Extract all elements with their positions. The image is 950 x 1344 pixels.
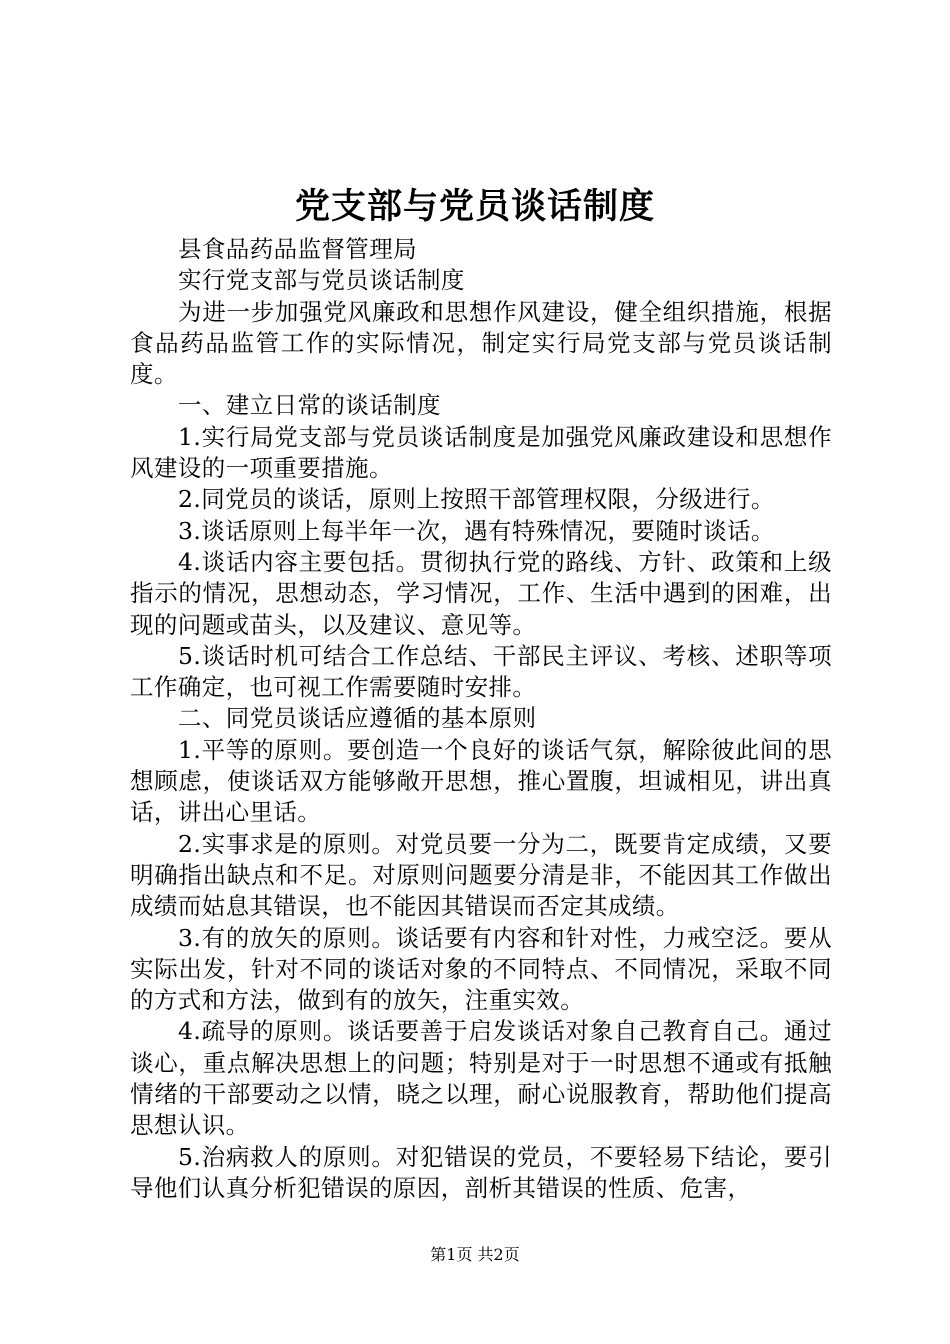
paragraph: 4.谈话内容主要包括。贯彻执行党的路线、方针、政策和上级指示的情况，思想动态，学习情况，工作、生活中遇到的困难，出现的问题或苗头，以及建议、意见等。 <box>130 547 832 639</box>
paragraph: 1.平等的原则。要创造一个良好的谈话气氛，解除彼此间的思想顾虑，使谈话双方能够敞开思想，推心置腹，坦诚相见，讲出真话，讲出心里话。 <box>130 735 832 827</box>
paragraph: 5.谈话时机可结合工作总结、干部民主评议、考核、述职等项工作确定，也可视工作需要随时安排。 <box>130 641 832 702</box>
section-heading: 二、同党员谈话应遵循的基本原则 <box>178 704 537 733</box>
document-body <box>130 234 832 1204</box>
paragraph: 为进一步加强党风廉政和思想作风建设，健全组织措施，根据食品药品监管工作的实际情况，制定实行局党支部与党员谈话制度。 <box>130 297 832 389</box>
paragraph: 3.有的放矢的原则。谈话要有内容和针对性，力戒空泛。要从实际出发，针对不同的谈话对象的不同特点、不同情况，采取不同的方式和方法，做到有的放矢，注重实效。 <box>130 923 832 1015</box>
paragraph: 2.同党员的谈话，原则上按照干部管理权限，分级进行。 <box>178 485 775 514</box>
paragraph: 1.实行局党支部与党员谈话制度是加强党风廉政建设和思想作风建设的一项重要措施。 <box>130 422 832 483</box>
paragraph: 5.治病救人的原则。对犯错误的党员，不要轻易下结论，要引导他们认真分析犯错误的原因，剖析其错误的性质、危害， <box>130 1142 832 1202</box>
paragraph: 3.谈话原则上每半年一次，遇有特殊情况，要随时谈话。 <box>178 516 775 545</box>
page-number: 第1页 共2页 <box>430 1245 520 1264</box>
section-heading: 一、建立日常的谈话制度 <box>178 391 441 420</box>
paragraph: 县食品药品监督管理局 <box>178 235 417 263</box>
document-title: 党支部与党员谈话制度 <box>294 186 655 227</box>
paragraph: 实行党支部与党员谈话制度 <box>178 266 465 295</box>
paragraph: 2.实事求是的原则。对党员要一分为二，既要肯定成绩，又要明确指出缺点和不足。对原则问题要分清是非，不能因其工作做出成绩而姑息其错误，也不能因其错误而否定其成绩。 <box>130 829 832 921</box>
paragraph: 4.疏导的原则。谈话要善于启发谈话对象自己教育自己。通过谈心，重点解决思想上的问题；特别是对于一时思想不通或有抵触情绪的干部要动之以情，晓之以理，耐心说服教育，帮助他们提高思想认识。 <box>130 1017 832 1140</box>
